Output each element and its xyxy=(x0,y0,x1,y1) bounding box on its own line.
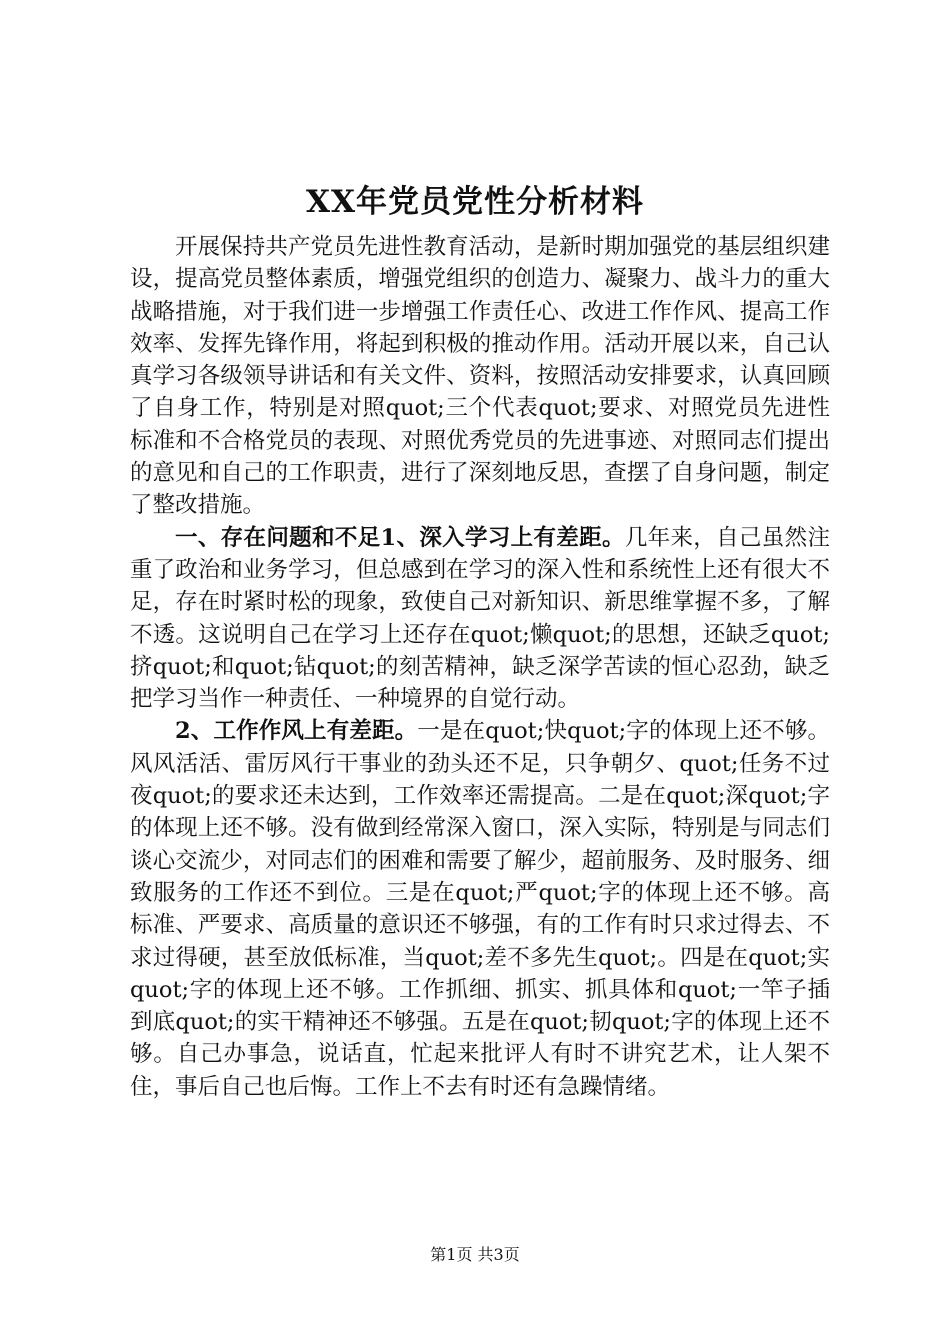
section2-heading: 2、工作作风上有差距。 xyxy=(175,718,418,745)
section1-paragraph xyxy=(130,522,830,716)
intro-paragraph: 开展保持共产党员先进性教育活动，是新时期加强党的基层组织建设，提高党员整体素质，增强党组织的创造力、凝聚力、战斗力的重大战略措施，对于我们进一步增强工作责任心、改进工作作风、提高工作效率、发挥先锋作用，将起到积极的推动作用。活动开展以来，自己认真学习各级领导讲话和有关文件、资料，按照活动安排要求，认真回顾了自身工作，特别是对照quot;三个代表quot;要求、对照党员先进性标准和不合格党员的表现、对照优秀党员的先进事迹、对照同志们提出的意见和自己的工作职责，进行了深刻地反思，查摆了自身问题，制定了整改措施。 xyxy=(130,234,830,519)
document-title: XX年党员党性分析材料 xyxy=(305,184,645,220)
section1-heading: 一、存在问题和不足1、深入学习上有差距。 xyxy=(175,524,625,551)
section1-text: 几年来，自己虽然注重了政治和业务学习，但总感到在学习的深入性和系统性上还有很大不足，存在时紧时松的现象，致使自己对新知识、新思维掌握不多，了解不透。这说明自己在学习上还存在quot;懒quot;的思想，还缺乏quot;挤quot;和quot;钻quot;的刻苦精神，缺乏深学苦读的恒心忍劲，缺乏把学习当作一种责任、一种境界的自觉行动。 xyxy=(130,524,830,713)
section2-text: 一是在quot;快quot;字的体现上还不够。风风活活、雷厉风行干事业的劲头还不足，只争朝夕、quot;任务不过夜quot;的要求还未达到，工作效率还需提高。二是在quot;深quot;字的体现上还不够。没有做到经常深入窗口，深入实际，特别是与同志们谈心交流少，对同志们的困难和需要了解少，超前服务、及时服务、细致服务的工作还不到位。三是在quot;严quot;字的体现上还不够。高标准、严要求、高质量的意识还不够强，有的工作有时只求过得去、不求过得硬，甚至放低标准，当quot;差不多先生quot;。四是在quot;实quot;字的体现上还不够。工作抓细、抓实、抓具体和quot;一竿子插到底quot;的实干精神还不够强。五是在quot;韧quot;字的体现上还不够。自己办事急，说话直，忙起来批评人有时不讲究艺术，让人架不住，事后自己也后悔。工作上不去有时还有急躁情绪。 xyxy=(130,718,830,1100)
document-body xyxy=(130,231,830,1103)
page-number-footer: 第1页 共3页 xyxy=(430,1245,520,1264)
section2-paragraph xyxy=(130,715,830,1103)
